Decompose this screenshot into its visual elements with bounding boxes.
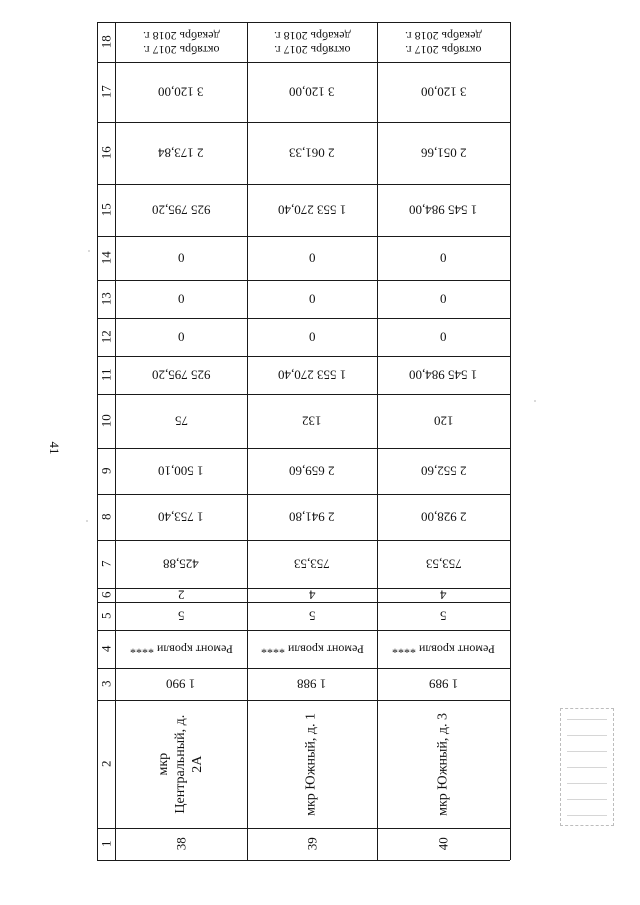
value-c7: 425,88 (163, 556, 199, 572)
value-c14: 0 (177, 250, 185, 266)
column-number-cell (97, 668, 115, 700)
period-cell (143, 28, 220, 57)
table-cell (115, 828, 247, 860)
table-cell (115, 700, 247, 828)
table-cell (377, 22, 510, 62)
table-cell (377, 588, 510, 602)
table-cell (247, 280, 377, 318)
table-cell (115, 540, 247, 588)
column-number: 17 (98, 85, 114, 99)
value-c7: 753,53 (425, 556, 462, 572)
value-c10: 120 (433, 413, 454, 429)
column-number-cell (97, 828, 115, 860)
column-number-cell (97, 62, 115, 122)
value-c14: 0 (308, 250, 316, 266)
table-cell (115, 394, 247, 448)
table-cell (115, 356, 247, 394)
table-cell (377, 540, 510, 588)
column-number-cell (97, 540, 115, 588)
period-start: октябрь 2017 г. (142, 42, 220, 57)
period-start: октябрь 2017 г. (405, 42, 482, 57)
value-c5: 5 (177, 608, 185, 624)
table-cell (247, 828, 377, 860)
column-number-cell (97, 236, 115, 280)
column-number-cell (97, 318, 115, 356)
column-number: 11 (98, 368, 114, 382)
value-c17: 3 120,00 (420, 84, 467, 100)
value-c3: 1 988 (297, 676, 327, 692)
table-cell (247, 122, 377, 184)
row-index: 40 (435, 837, 451, 851)
value-c15: 1 545 984,00 (409, 202, 478, 218)
repair-schedule-table (97, 22, 510, 860)
value-c16: 2 061,33 (289, 145, 335, 161)
table-cell (377, 280, 510, 318)
column-number-cell (97, 394, 115, 448)
value-c13: 0 (177, 291, 185, 307)
value-c9: 1 500,10 (158, 463, 204, 479)
table-cell (115, 280, 247, 318)
column-number-cell (97, 630, 115, 668)
column-number: 9 (98, 467, 114, 475)
value-c12: 0 (177, 329, 185, 345)
table-cell (115, 630, 247, 668)
table-cell (115, 668, 247, 700)
table-cell (247, 602, 377, 630)
value-c3: 1 989 (428, 676, 459, 692)
value-c14: 0 (440, 250, 447, 266)
faint-stamp (560, 708, 614, 826)
table-cell (115, 588, 247, 602)
value-c7: 753,53 (294, 556, 330, 572)
table-cell (247, 236, 377, 280)
table-cell (247, 668, 377, 700)
value-c11: 925 795,20 (151, 367, 211, 383)
column-number-cell (97, 448, 115, 494)
table-cell (247, 448, 377, 494)
scan-speck (534, 400, 536, 402)
column-number-cell (97, 602, 115, 630)
column-number: 15 (98, 203, 114, 217)
value-c8: 1 753,40 (158, 509, 204, 525)
value-c8: 2 941,80 (289, 509, 335, 525)
table-cell (377, 318, 510, 356)
column-number-cell (97, 280, 115, 318)
table-cell (247, 494, 377, 540)
value-c12: 0 (308, 329, 316, 345)
column-number: 14 (98, 251, 114, 265)
column-number: 2 (98, 760, 114, 768)
column-number-cell (97, 122, 115, 184)
value-c12: 0 (440, 329, 447, 345)
table-cell (377, 828, 510, 860)
table-cell (115, 62, 247, 122)
column-number-cell (97, 356, 115, 394)
value-c6: 4 (308, 587, 316, 603)
value-c11: 1 553 270,40 (277, 367, 347, 383)
page-number: 41 (47, 441, 62, 455)
address-cell: мкр Южный, д. 3 (435, 712, 451, 816)
table-cell (115, 602, 247, 630)
value-c9: 2 552,60 (420, 463, 467, 479)
value-c17: 3 120,00 (158, 84, 204, 100)
value-c17: 3 120,00 (289, 84, 335, 100)
table-cell (377, 700, 510, 828)
work-type: Ремонт кровли **** (260, 642, 364, 657)
value-c6: 4 (440, 587, 447, 603)
table-cell (247, 318, 377, 356)
period-end: декабрь 2018 г. (273, 28, 351, 42)
column-rule (510, 22, 511, 860)
scan-speck (86, 520, 88, 522)
column-number: 12 (98, 330, 114, 344)
value-c16: 2 173,84 (158, 145, 204, 161)
period-start: октябрь 2017 г. (273, 42, 351, 57)
table-cell (377, 184, 510, 236)
table-cell (115, 448, 247, 494)
column-number: 18 (98, 35, 114, 49)
value-c13: 0 (440, 291, 447, 307)
period-cell (405, 28, 482, 57)
column-number: 4 (98, 645, 114, 653)
value-c11: 1 545 984,00 (409, 367, 478, 383)
table-cell (377, 630, 510, 668)
column-number: 8 (98, 513, 114, 521)
value-c13: 0 (308, 291, 316, 307)
row-index: 39 (304, 837, 320, 851)
table-cell (247, 356, 377, 394)
table-cell (377, 356, 510, 394)
table-cell (247, 630, 377, 668)
period-end: декабрь 2018 г. (405, 28, 482, 42)
table-cell (377, 394, 510, 448)
column-number: 10 (98, 414, 114, 428)
table-cell (247, 22, 377, 62)
column-number-cell (97, 494, 115, 540)
value-c15: 1 553 270,40 (277, 202, 347, 218)
table-cell (377, 122, 510, 184)
value-c10: 75 (174, 413, 188, 429)
period-end: декабрь 2018 г. (142, 28, 220, 42)
table-cell (377, 494, 510, 540)
table-cell (115, 22, 247, 62)
column-number: 6 (98, 591, 114, 599)
scan-speck (88, 250, 90, 252)
value-c10: 132 (302, 413, 322, 429)
table-cell (115, 236, 247, 280)
value-c3: 1 990 (166, 676, 196, 692)
table-cell (247, 184, 377, 236)
period-cell (274, 28, 351, 57)
row-index: 38 (173, 837, 189, 851)
table-cell (115, 318, 247, 356)
table-cell (377, 62, 510, 122)
work-type: Ремонт кровли **** (392, 642, 495, 657)
address-cell: мкр Центральный, д. 2А (155, 714, 205, 814)
address-cell: мкр Южный, д. 1 (303, 712, 319, 816)
table-cell (377, 668, 510, 700)
row-rule (97, 860, 510, 861)
value-c5: 5 (440, 608, 447, 624)
table-cell (377, 602, 510, 630)
column-number: 3 (98, 680, 114, 688)
table-cell (247, 700, 377, 828)
column-number: 7 (98, 560, 114, 568)
value-c6: 2 (177, 587, 185, 603)
table-cell (247, 588, 377, 602)
column-number-cell (97, 588, 115, 602)
column-number-cell (97, 22, 115, 62)
table-cell (377, 448, 510, 494)
value-c8: 2 928,00 (420, 509, 467, 525)
table-cell (115, 122, 247, 184)
table-cell (115, 184, 247, 236)
work-type: Ремонт кровли **** (129, 642, 233, 657)
table-cell (115, 494, 247, 540)
column-number: 1 (98, 840, 114, 848)
column-number: 16 (98, 146, 114, 160)
column-number: 5 (98, 612, 114, 620)
table-cell (247, 540, 377, 588)
column-number-cell (97, 700, 115, 828)
value-c9: 2 659,60 (289, 463, 335, 479)
value-c15: 925 795,20 (151, 202, 211, 218)
table-cell (247, 62, 377, 122)
value-c16: 2 051,66 (420, 145, 467, 161)
column-number: 13 (98, 292, 114, 306)
column-number-cell (97, 184, 115, 236)
table-cell (247, 394, 377, 448)
table-cell (377, 236, 510, 280)
value-c5: 5 (308, 608, 316, 624)
